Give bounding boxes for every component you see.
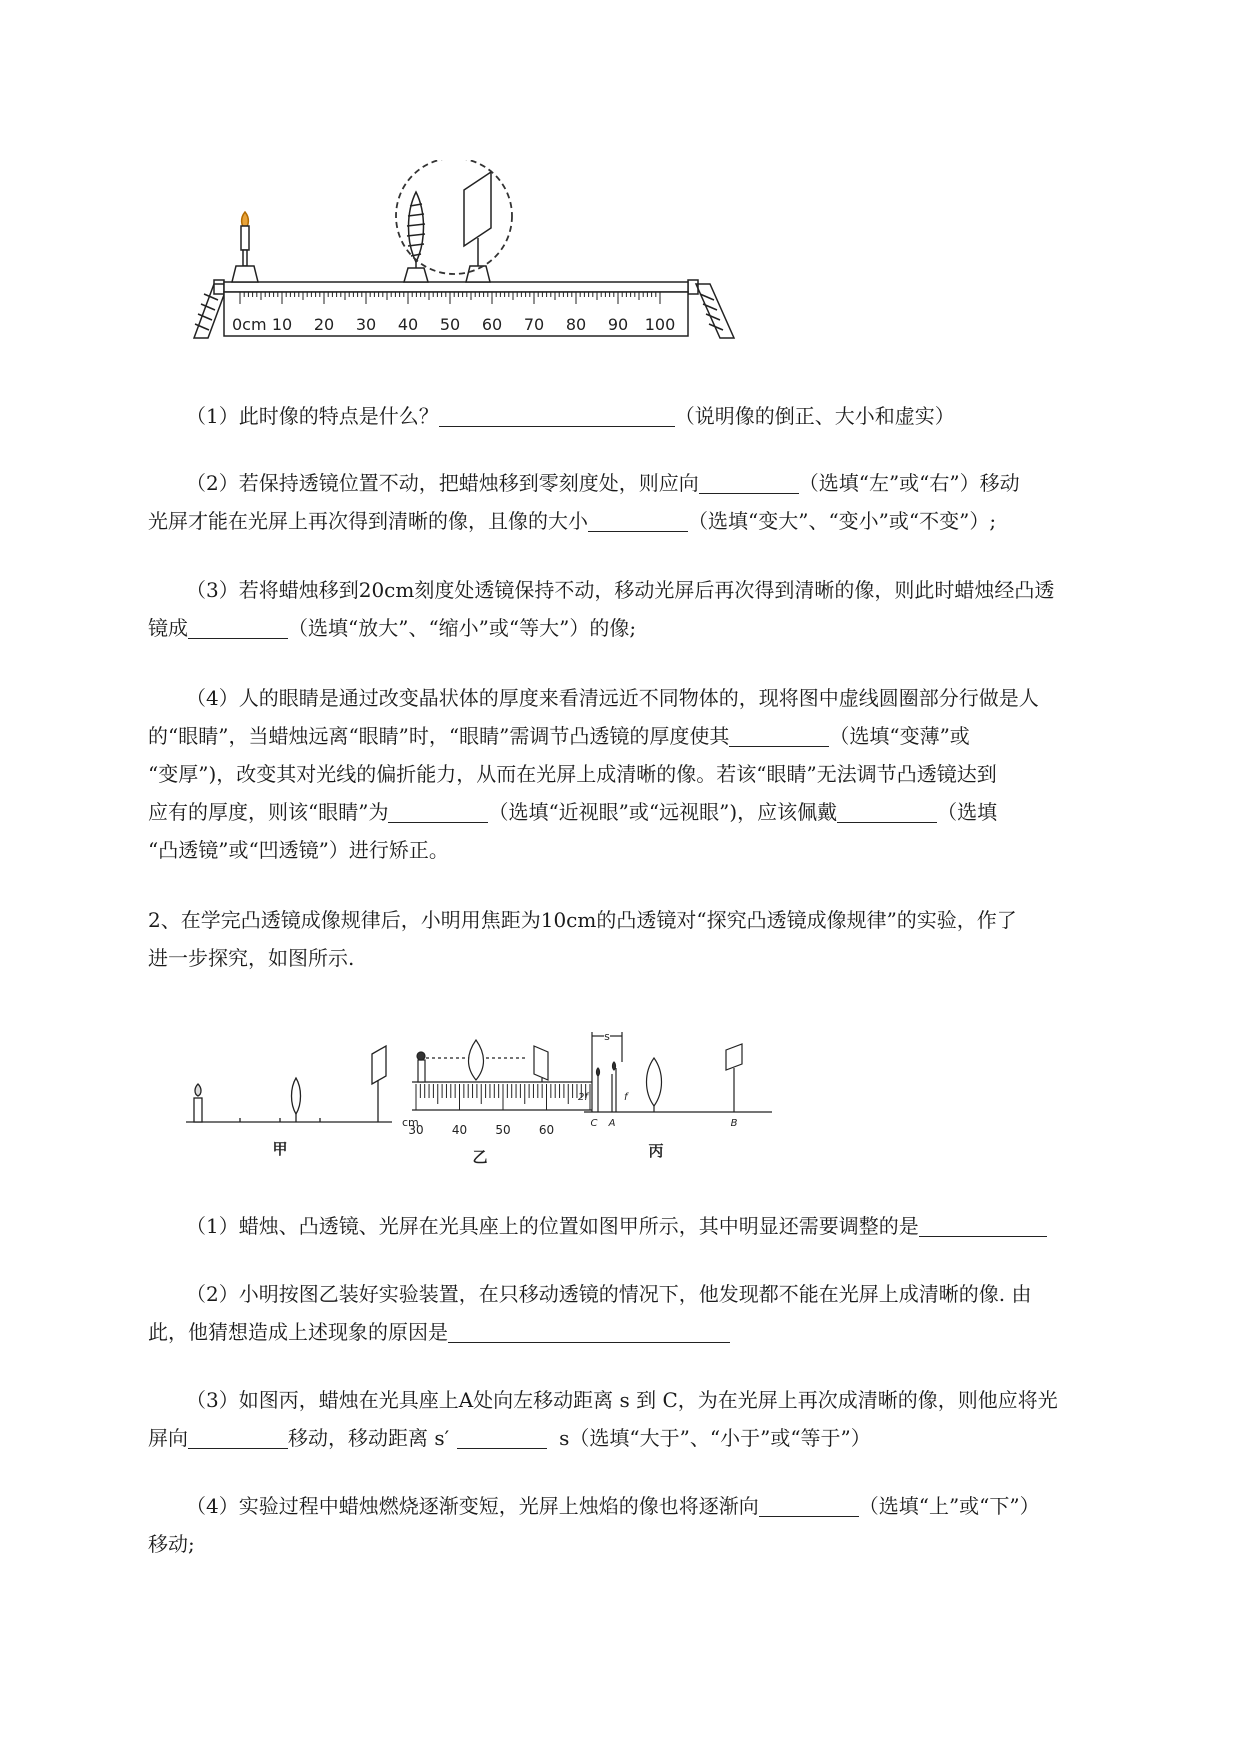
ruler-tick-label: 90 <box>607 315 629 334</box>
ruler-tick-label: 100 <box>644 315 676 334</box>
q1-part3-hint: （选填“放大”、“缩小”或“等大”）的像; <box>288 616 637 640</box>
optical-bench-figure <box>188 160 748 350</box>
ruler-tick-label: 50 <box>439 315 461 334</box>
q2-part2-line1 <box>186 1280 1186 1308</box>
q1-part4-hint-2: （选填 <box>937 800 998 824</box>
ruler-tick-label: 30 <box>355 315 377 334</box>
q2-intro-line2 <box>148 944 1148 972</box>
experiment-figures <box>180 1022 840 1172</box>
q1-part2-text-2: 光屏才能在光屏上再次得到清晰的像，且像的大小 <box>148 509 588 533</box>
q2-part2-text: （2）小明按图乙装好实验装置，在只移动透镜的情况下，他发现都不能在光屏上成清晰的像. 由 <box>186 1282 1032 1306</box>
q2-part3-text-3: 移动，移动距离 s′ <box>288 1426 450 1450</box>
q2-part1 <box>186 1212 1186 1240</box>
figure-bing <box>578 1030 772 1160</box>
figure-jia-label: 甲 <box>272 1140 288 1158</box>
q1-part4-blank-eye[interactable] <box>388 800 488 823</box>
q1-part4-line4 <box>148 798 1148 826</box>
q1-part4-line1 <box>186 684 1186 712</box>
q2-part2-text-2: 此，他猜想造成上述现象的原因是 <box>148 1320 448 1344</box>
right-stand <box>688 280 734 338</box>
q1-part4-hint: （选填“变薄”或 <box>829 724 970 748</box>
q1-part4-blank-lens[interactable] <box>837 800 937 823</box>
figure-yi-unit: cm <box>402 1116 419 1129</box>
q1-part4-text-5: （选填“近视眼”或“远视眼”)，应该佩戴 <box>488 800 838 824</box>
q2-part3-blank-compare[interactable] <box>457 1426 547 1449</box>
figure-bing-f-label: f <box>624 1092 628 1103</box>
ruler-tick-label: 70 <box>523 315 545 334</box>
q1-part4-line2 <box>148 722 1148 750</box>
q2-part4-text-2: 移动; <box>148 1532 195 1556</box>
ruler-tick-label: 60 <box>481 315 503 334</box>
q2-part1-text: （1）蜡烛、凸透镜、光屏在光具座上的位置如图甲所示，其中明显还需要调整的是 <box>186 1214 919 1238</box>
q1-part4-text-3: “变厚”)，改变其对光线的偏折能力，从而在光屏上成清晰的像。若该“眼睛”无法调节凸透镜达到 <box>148 762 997 786</box>
figure-yi-ruler-ticks <box>416 1084 590 1110</box>
q1-part4-blank-thickness[interactable] <box>729 724 829 747</box>
q2-intro-text: 2、在学完凸透镜成像规律后，小明用焦距为10cm的凸透镜对“探究凸透镜成像规律”的实验，作了 <box>148 908 1017 932</box>
ruler-tick-label: 40 <box>397 315 419 334</box>
ruler-tick-label: 20 <box>313 315 335 334</box>
q2-intro-text-2: 进一步探究，如图所示. <box>148 946 355 970</box>
figure-bing-C-label: C <box>590 1118 598 1129</box>
q1-part3-text: （3）若将蜡烛移到20cm刻度处透镜保持不动，移动光屏后再次得到清晰的像，则此时蜡烛经凸透 <box>186 578 1055 602</box>
figure-yi-tick-label: 50 <box>495 1123 511 1137</box>
figure-yi-label: 乙 <box>472 1148 488 1166</box>
q1-part3-blank[interactable] <box>188 616 288 639</box>
figure-bing-A-label: A <box>608 1118 616 1129</box>
figure-yi <box>402 1040 592 1166</box>
q2-part4-text: （4）实验过程中蜡烛燃烧逐渐变短，光屏上烛焰的像也将逐渐向 <box>186 1494 759 1518</box>
left-stand <box>194 280 228 338</box>
q1-part2-hint: （选填“左”或“右”）移动 <box>798 471 1020 495</box>
q2-part4-line2 <box>148 1530 1148 1558</box>
figure-yi-tick-label: 40 <box>451 1123 468 1137</box>
q1-part4-line3 <box>148 760 1148 788</box>
q1-part2-blank-size[interactable] <box>588 509 688 532</box>
q1-part4-text-2: 的“眼睛”，当蜡烛远离“眼睛”时，“眼睛”需调节凸透镜的厚度使其 <box>148 724 730 748</box>
q1-part1-text: （1）此时像的特点是什么？ <box>186 404 439 428</box>
q1-part1-hint: （说明像的倒正、大小和虚实） <box>674 404 955 428</box>
ruler-tick-label: 80 <box>565 315 587 334</box>
q2-part2-blank[interactable] <box>448 1320 730 1343</box>
q2-part3-hint: s（选填“大于”、“小于”或“等于”） <box>559 1426 871 1450</box>
q1-part3-line2 <box>148 614 1148 642</box>
q2-part3-text-2: 屏向 <box>148 1426 188 1450</box>
q2-part4-line1 <box>186 1492 1186 1520</box>
bench-rail <box>224 282 688 292</box>
candle <box>232 212 258 282</box>
q2-intro-line1 <box>148 906 1148 934</box>
figure-yi-tick-labels <box>408 1123 554 1137</box>
light-screen <box>464 172 491 282</box>
q1-part3-line1 <box>186 576 1186 604</box>
ruler-tick-label: 10 <box>271 315 293 334</box>
figure-bing-B-label: B <box>730 1118 738 1129</box>
figure-bing-label: 丙 <box>648 1142 664 1160</box>
ruler-tick-label: 0cm <box>232 315 267 334</box>
q1-part4-text-6: “凸透镜”或“凹透镜”）进行矫正。 <box>148 838 449 862</box>
figure-yi-tick-label: 60 <box>538 1123 555 1137</box>
convex-lens <box>404 192 428 282</box>
q2-part3-line1 <box>186 1386 1186 1414</box>
q2-part4-hint: （选填“上”或“下”） <box>858 1494 1040 1518</box>
q1-part2-line1 <box>186 469 1186 497</box>
q1-part2-blank-direction[interactable] <box>699 471 799 494</box>
q1-part1-blank[interactable] <box>439 404 675 427</box>
q1-part4-text: （4）人的眼睛是通过改变晶状体的厚度来看清远近不同物体的，现将图中虚线圆圈部分行做是人 <box>186 686 1039 710</box>
figure-bing-s-label: s <box>604 1030 610 1043</box>
q1-part2-text: （2）若保持透镜位置不动，把蜡烛移到零刻度处，则应向 <box>186 471 699 495</box>
q1-part4-text-4: 应有的厚度，则该“眼睛”为 <box>148 800 389 824</box>
q1-part2-hint-2: （选填“变大”、“变小”或“不变”）; <box>688 509 997 533</box>
q2-part3-line2 <box>148 1424 1148 1452</box>
q2-part4-blank[interactable] <box>759 1494 859 1517</box>
q2-part3-text: （3）如图丙，蜡烛在光具座上A处向左移动距离 s 到 C，为在光屏上再次成清晰的像，则他应将光 <box>186 1388 1058 1412</box>
figure-bing-2f-label: 2f <box>578 1092 588 1103</box>
q2-part3-blank-direction[interactable] <box>188 1426 288 1449</box>
q1-part3-text-2: 镜成 <box>148 616 188 640</box>
figure-yi-tick-label: 30 <box>408 1123 424 1137</box>
q2-part2-line2 <box>148 1318 1148 1346</box>
figure-jia <box>186 1046 392 1158</box>
q1-part1 <box>186 402 1186 430</box>
q1-part4-line5 <box>148 836 1148 864</box>
q1-part2-line2 <box>148 507 1148 535</box>
q2-part1-blank[interactable] <box>919 1214 1047 1237</box>
